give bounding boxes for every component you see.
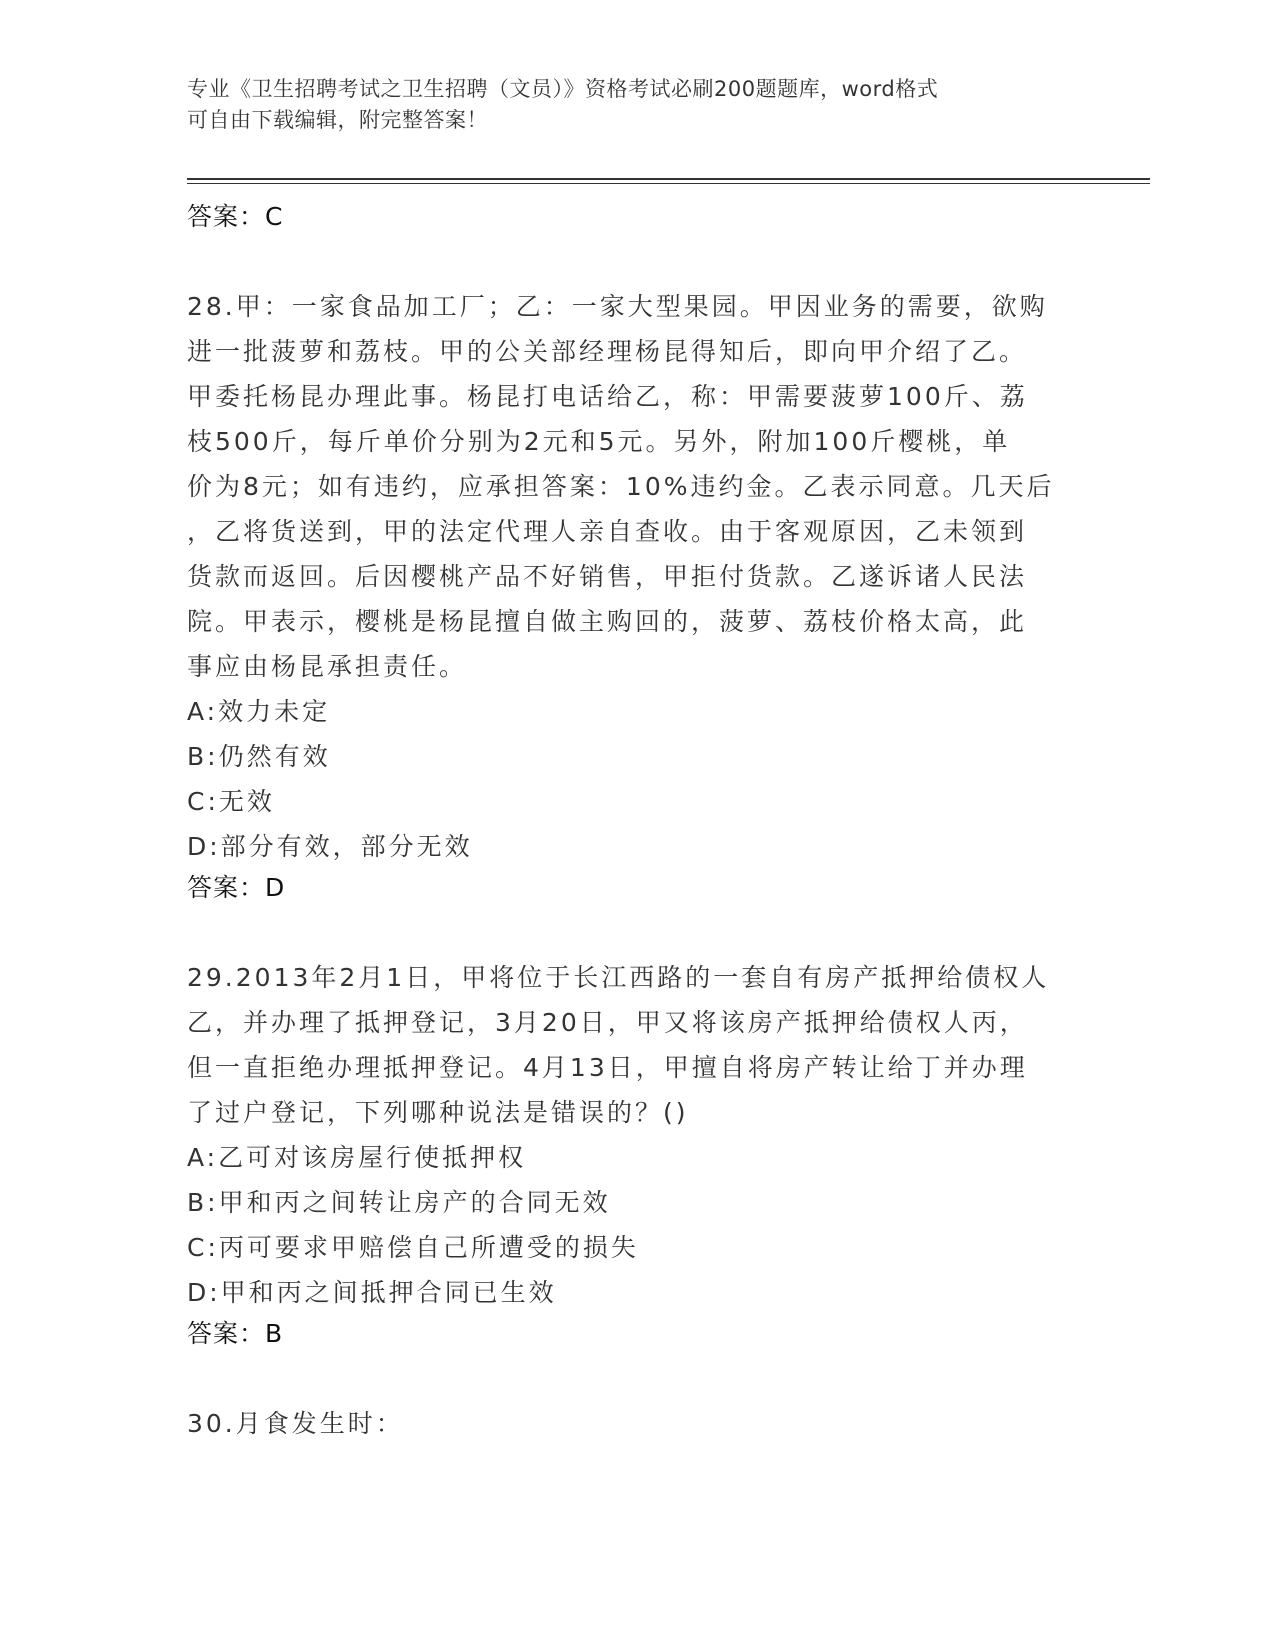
spacer	[187, 903, 1087, 955]
question-29-line: 29.2013年2月1日，甲将位于长江西路的一套自有房产抵押给债权人	[187, 963, 1050, 992]
question-29-line: 了过户登记，下列哪种说法是错误的？()	[187, 1098, 689, 1127]
option-b: B:甲和丙之间转让房产的合同无效	[187, 1188, 611, 1217]
spacer	[187, 232, 1087, 284]
header-divider	[187, 178, 1150, 184]
option-d: D:部分有效，部分无效	[187, 832, 473, 861]
question-28-line: 甲委托杨昆办理此事。杨昆打电话给乙，称：甲需要菠萝100斤、荔	[187, 382, 1028, 411]
answer-29: 答案：B	[187, 1319, 284, 1348]
page-header	[187, 74, 1067, 136]
question-29	[187, 955, 1087, 1349]
answer-27: 答案：C	[187, 202, 284, 231]
option-c: C:无效	[187, 787, 275, 816]
header-line-2: 可自由下载编辑，附完整答案！	[187, 108, 488, 132]
spacer	[187, 1349, 1087, 1401]
question-30	[187, 1401, 1087, 1446]
option-c: C:丙可要求甲赔偿自己所遭受的损失	[187, 1233, 639, 1262]
question-28	[187, 284, 1087, 903]
option-d: D:甲和丙之间抵押合同已生效	[187, 1278, 557, 1307]
question-28-line: 事应由杨昆承担责任。	[187, 652, 468, 681]
question-28-line: 进一批菠萝和荔枝。甲的公关部经理杨昆得知后，即向甲介绍了乙。	[187, 337, 1028, 366]
question-28-line: 价为8元；如有违约，应承担答案：10%违约金。乙表示同意。几天后	[187, 472, 1055, 501]
option-a: A:效力未定	[187, 697, 331, 726]
question-28-line: 枝500斤，每斤单价分别为2元和5元。另外，附加100斤樱桃，单	[187, 427, 1011, 456]
question-28-line: ，乙将货送到，甲的法定代理人亲自查收。由于客观原因，乙未领到	[187, 517, 1028, 546]
question-28-line: 院。甲表示，樱桃是杨昆擅自做主购回的，菠萝、荔枝价格太高，此	[187, 607, 1028, 636]
question-29-line: 但一直拒绝办理抵押登记。4月13日，甲擅自将房产转让给丁并办理	[187, 1053, 1028, 1082]
header-line-1: 专业《卫生招聘考试之卫生招聘（文员）》资格考试必刷200题题库，word格式	[187, 77, 939, 101]
question-30-line: 30.月食发生时：	[187, 1409, 404, 1438]
option-a: A:乙可对该房屋行使抵押权	[187, 1143, 527, 1172]
question-29-line: 乙，并办理了抵押登记，3月20日，甲又将该房产抵押给债权人丙，	[187, 1008, 1028, 1037]
answer-28: 答案：D	[187, 873, 286, 902]
question-28-line: 货款而返回。后因樱桃产品不好销售，甲拒付货款。乙遂诉诸人民法	[187, 562, 1028, 591]
option-b: B:仍然有效	[187, 742, 331, 771]
document-body	[187, 190, 1087, 1446]
question-28-line: 28.甲：一家食品加工厂；乙：一家大型果园。甲因业务的需要，欲购	[187, 292, 1048, 321]
